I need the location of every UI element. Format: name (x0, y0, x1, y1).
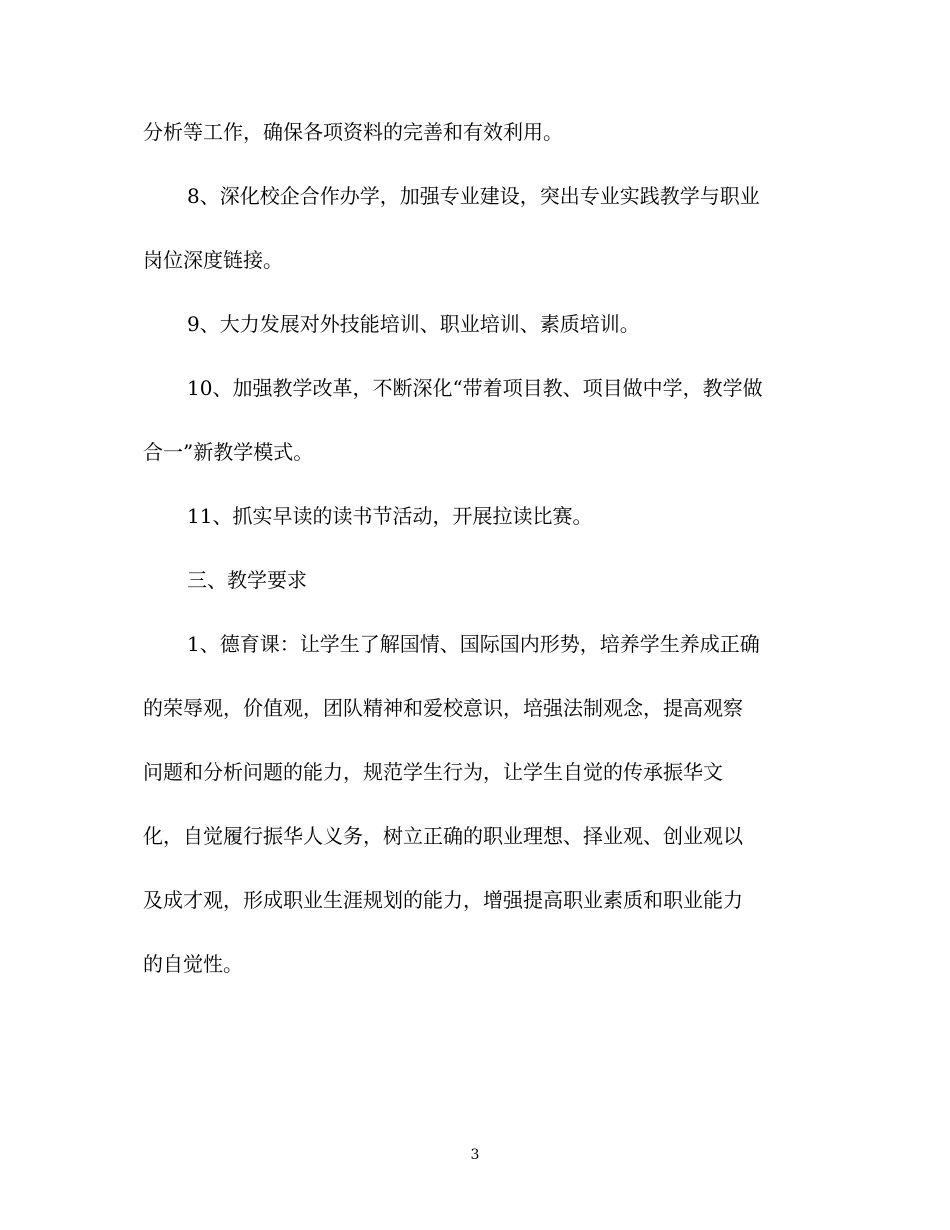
text-line-11: 问题和分析问题的能力，规范学生行为，让学生自觉的传承振华文 (143, 760, 723, 784)
text-line-14: 的自觉性。 (143, 952, 243, 976)
text-line-5: 10、加强教学改革，不断深化“带着项目教、项目做中学，教学做 (187, 376, 763, 400)
page-number: 3 (470, 1147, 480, 1163)
document-body (143, 122, 808, 1018)
text-line-13: 及成才观，形成职业生涯规划的能力，增强提高职业素质和职业能力 (143, 888, 743, 912)
text-line-3: 岗位深度链接。 (143, 248, 283, 272)
section-heading: 三、教学要求 (187, 568, 307, 592)
text-line-6: 合一”新教学模式。 (143, 440, 314, 464)
text-line-10: 的荣辱观，价值观，团队精神和爱校意识，培强法制观念，提高观察 (143, 696, 743, 720)
text-line-4: 9、大力发展对外技能培训、职业培训、素质培训。 (187, 312, 640, 336)
text-line-2: 8、深化校企合作办学，加强专业建设，突出专业实践教学与职业 (187, 184, 760, 208)
text-line-1: 分析等工作，确保各项资料的完善和有效利用。 (143, 120, 563, 144)
text-line-12: 化，自觉履行振华人义务，树立正确的职业理想、择业观、创业观以 (143, 824, 743, 848)
text-line-7: 11、抓实早读的读书节活动，开展拉读比赛。 (187, 504, 593, 528)
text-line-9: 1、德育课：让学生了解国情、国际国内形势，培养学生养成正确 (187, 632, 760, 656)
